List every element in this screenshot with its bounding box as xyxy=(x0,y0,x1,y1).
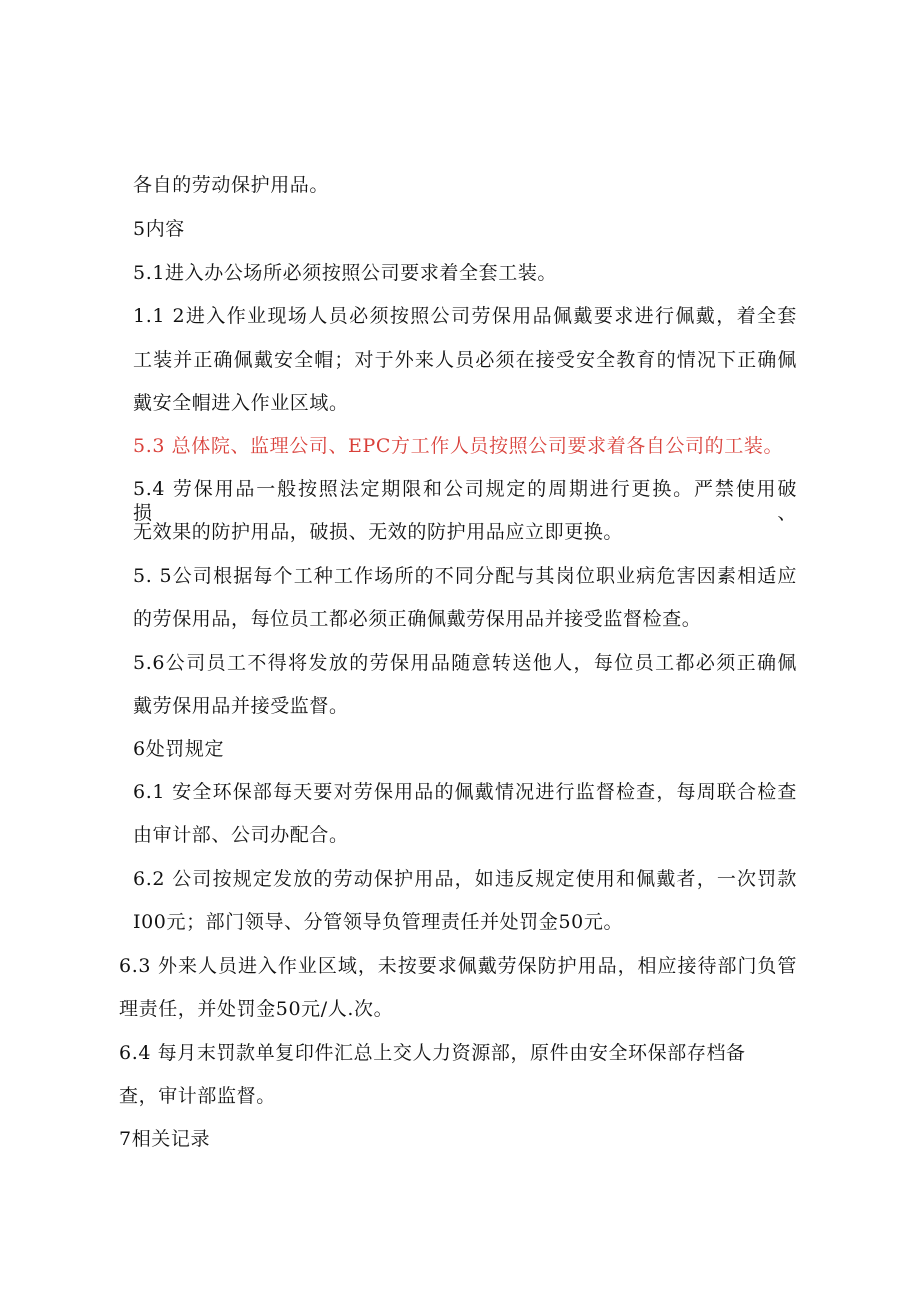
text-line-6-1-a: 6.1 安全环保部每天要对劳保用品的佩戴情况进行监督检查，每周联合检查 xyxy=(133,781,797,803)
text-line-6-4-b: 查，审计部监督。 xyxy=(119,1085,276,1107)
text-line-6-2-a: 6.2 公司按规定发放的劳动保护用品，如违反规定使用和佩戴者，一次罚款 xyxy=(133,868,797,890)
section-heading-5: 5内容 xyxy=(133,218,185,240)
text-line-6-4-a: 6.4 每月末罚款单复印件汇总上交人力资源部，原件由安全环保部存档备 xyxy=(119,1042,746,1064)
text-line-5-1: 5.1进入办公场所必须按照公司要求着全套工装。 xyxy=(133,262,558,284)
text-line-5-2-a: 1.1 2进入作业现场人员必须按照公司劳保用品佩戴要求进行佩戴，着全套 xyxy=(133,305,797,327)
text-line-6-3-a: 6.3 外来人员进入作业区域，未按要求佩戴劳保防护用品，相应接待部门负管 xyxy=(119,955,797,977)
text-line-5-5-b: 的劳保用品，每位员工都必须正确佩戴劳保用品并接受监督检查。 xyxy=(133,608,702,630)
text-line-6-2-b: I00元；部门领导、分管领导负管理责任并处罚金50元。 xyxy=(133,911,624,933)
text-line-5-4-a: 5.4 劳保用品一般按照法定期限和公司规定的周期进行更换。严禁使用破损、 xyxy=(133,478,797,524)
section-heading-6: 6处罚规定 xyxy=(133,738,225,760)
text-line-1: 各自的劳动保护用品。 xyxy=(133,174,330,196)
text-line-5-6-b: 戴劳保用品并接受监督。 xyxy=(133,695,349,717)
text-line-5-5-a: 5. 5公司根据每个工种工作场所的不同分配与其岗位职业病危害因素相适应 xyxy=(133,565,797,587)
text-line-5-2-c: 戴安全帽进入作业区域。 xyxy=(133,392,349,414)
text-line-5-4-b: 无效果的防护用品，破损、无效的防护用品应立即更换。 xyxy=(133,521,624,543)
text-line-5-2-b: 工装并正确佩戴安全帽；对于外来人员必须在接受安全教育的情况下正确佩 xyxy=(133,349,797,371)
text-line-6-3-b: 理责任，并处罚金50元/人.次。 xyxy=(119,998,394,1020)
text-line-6-1-b: 由审计部、公司办配合。 xyxy=(133,824,349,846)
text-line-5-3-highlighted: 5.3 总体院、监理公司、EPC方工作人员按照公司要求着各自公司的工装。 xyxy=(133,435,784,457)
text-line-5-6-a: 5.6公司员工不得将发放的劳保用品随意转送他人，每位员工都必须正确佩 xyxy=(133,652,797,674)
section-heading-7: 7相关记录 xyxy=(119,1128,211,1150)
